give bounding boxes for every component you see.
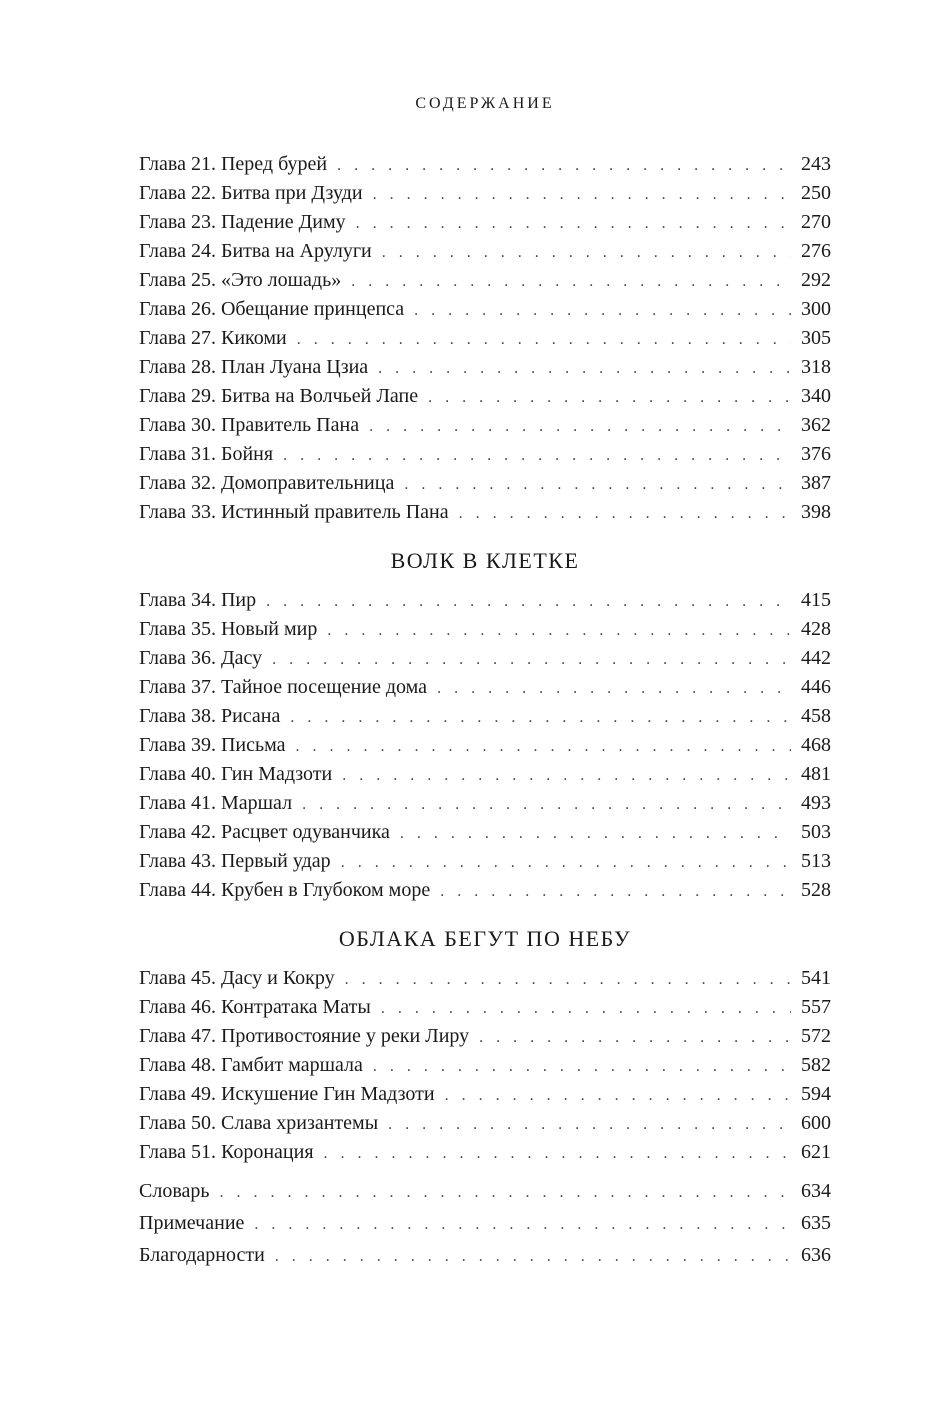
toc-entry-heading — [139, 440, 273, 469]
dot-leader — [266, 587, 791, 615]
page-number: 493 — [801, 792, 831, 814]
chapter-title: Пир — [220, 589, 257, 611]
toc-entry[interactable] — [139, 1175, 831, 1207]
page-number: 634 — [801, 1180, 831, 1202]
toc-entry[interactable] — [139, 731, 831, 760]
toc-entry-heading — [139, 644, 262, 673]
chapter-title: Перед бурей — [220, 153, 328, 175]
chapter-number: Глава 21. — [139, 153, 216, 175]
page-number: 398 — [801, 501, 831, 523]
dot-leader — [445, 1081, 791, 1109]
page-number: 276 — [801, 240, 831, 262]
chapter-title: Кикоми — [220, 327, 287, 349]
dot-leader — [337, 151, 791, 179]
chapter-title: Маршал — [220, 792, 293, 814]
toc-entry-heading — [139, 295, 404, 324]
toc-entry-heading — [139, 673, 427, 702]
toc-entry[interactable] — [139, 615, 831, 644]
chapter-number: Глава 47. — [139, 1025, 216, 1047]
toc-entry[interactable] — [139, 702, 831, 731]
toc-entry-heading — [139, 615, 317, 644]
dot-leader — [283, 441, 791, 469]
chapter-title: Битва при Дзуди — [220, 182, 363, 204]
toc-entry[interactable] — [139, 295, 831, 324]
chapter-number: Глава 40. — [139, 763, 216, 785]
chapter-number: Глава 23. — [139, 211, 216, 233]
toc-entry-heading — [139, 1051, 363, 1080]
chapter-title: Бойня — [220, 443, 274, 465]
toc-section-back-matter — [139, 1175, 831, 1271]
page-number: 621 — [801, 1141, 831, 1163]
dot-leader — [356, 209, 791, 237]
chapter-number: Глава 41. — [139, 792, 216, 814]
toc-entry-heading — [139, 702, 280, 731]
chapter-title: Дасу — [220, 647, 263, 669]
dot-leader — [414, 296, 791, 324]
chapter-title: Битва на Арулуги — [220, 240, 372, 262]
dot-leader — [275, 1241, 791, 1271]
dot-leader — [342, 761, 791, 789]
chapter-title: Коронация — [220, 1141, 314, 1163]
chapter-title: Гин Мадзоти — [220, 763, 333, 785]
chapter-title: Истинный правитель Пана — [220, 501, 449, 523]
dot-leader — [341, 848, 791, 876]
page-number: 481 — [801, 763, 831, 785]
page-number: 458 — [801, 705, 831, 727]
dot-leader — [437, 674, 791, 702]
toc-entry-heading — [139, 266, 341, 295]
toc-entry-heading — [139, 731, 286, 760]
dot-leader — [290, 703, 791, 731]
toc-entry[interactable] — [139, 150, 831, 179]
dot-leader — [382, 238, 791, 266]
toc-entry[interactable] — [139, 673, 831, 702]
toc-entry[interactable] — [139, 1051, 831, 1080]
page-number: 428 — [801, 618, 831, 640]
chapter-number: Глава 26. — [139, 298, 216, 320]
dot-leader — [324, 1139, 791, 1167]
toc-entry[interactable] — [139, 266, 831, 295]
page-number: 636 — [801, 1244, 831, 1266]
dot-leader — [373, 1052, 791, 1080]
page-number: 513 — [801, 850, 831, 872]
chapter-number: Глава 34. — [139, 589, 216, 611]
dot-leader — [254, 1209, 791, 1239]
page-number: 250 — [801, 182, 831, 204]
toc-entry[interactable] — [139, 469, 831, 498]
page-number: 468 — [801, 734, 831, 756]
page-number: 243 — [801, 153, 831, 175]
chapter-title: Противостояние у реки Лиру — [220, 1025, 470, 1047]
page-number: 600 — [801, 1112, 831, 1134]
toc-entry-heading — [139, 1239, 265, 1271]
dot-leader — [369, 412, 791, 440]
toc-entry-heading — [139, 1175, 210, 1207]
dot-leader — [479, 1023, 791, 1051]
dot-leader — [404, 470, 791, 498]
toc-entry-heading — [139, 818, 390, 847]
chapter-title: Домоправительница — [220, 472, 395, 494]
chapter-number: Глава 32. — [139, 472, 216, 494]
toc-entry[interactable] — [139, 382, 831, 411]
chapter-title: Контратака Маты — [220, 996, 371, 1018]
page-number: 635 — [801, 1212, 831, 1234]
toc-entry[interactable] — [139, 586, 831, 615]
chapter-number: Глава 35. — [139, 618, 216, 640]
toc-entry[interactable] — [139, 1207, 831, 1239]
chapter-number: Глава 44. — [139, 879, 216, 901]
page-number: 340 — [801, 385, 831, 407]
toc-section-part1 — [139, 150, 831, 527]
toc-entry[interactable] — [139, 411, 831, 440]
chapter-title: Благодарности — [139, 1244, 265, 1266]
chapter-title: Гамбит маршала — [220, 1054, 363, 1076]
toc-entry[interactable] — [139, 208, 831, 237]
dot-leader — [345, 965, 791, 993]
page-number: 442 — [801, 647, 831, 669]
toc-section-part2 — [139, 546, 831, 905]
dot-leader — [327, 616, 791, 644]
chapter-title: Расцвет одуванчика — [220, 821, 390, 843]
toc-entry-heading — [139, 324, 287, 353]
dot-leader — [440, 877, 791, 905]
toc-entry-heading — [139, 993, 371, 1022]
toc-entry-heading — [139, 208, 346, 237]
chapter-number: Глава 25. — [139, 269, 216, 291]
running-head: СОДЕРЖАНИЕ — [415, 95, 555, 112]
toc-entry[interactable] — [139, 964, 831, 993]
chapter-title: Битва на Волчьей Лапе — [220, 385, 419, 407]
toc-entry-heading — [139, 1080, 435, 1109]
dot-leader — [400, 819, 791, 847]
chapter-number: Глава 39. — [139, 734, 216, 756]
dot-leader — [428, 383, 791, 411]
toc-entry-heading — [139, 382, 418, 411]
chapter-number: Глава 29. — [139, 385, 216, 407]
chapter-number: Глава 51. — [139, 1141, 216, 1163]
chapter-number: Глава 28. — [139, 356, 216, 378]
chapter-number: Глава 46. — [139, 996, 216, 1018]
dot-leader — [272, 645, 791, 673]
dot-leader — [373, 180, 791, 208]
toc-section-part3 — [139, 924, 831, 1167]
page-number: 270 — [801, 211, 831, 233]
toc-entry[interactable] — [139, 440, 831, 469]
toc-entry[interactable] — [139, 1138, 831, 1167]
chapter-number: Глава 33. — [139, 501, 216, 523]
chapter-number: Глава 31. — [139, 443, 216, 465]
chapter-number: Глава 36. — [139, 647, 216, 669]
chapter-number: Глава 27. — [139, 327, 216, 349]
chapter-title: Обещание принцепса — [220, 298, 405, 320]
toc-entry-heading — [139, 1207, 244, 1239]
dot-leader — [381, 994, 791, 1022]
toc-entry[interactable] — [139, 760, 831, 789]
toc-entry[interactable] — [139, 179, 831, 208]
toc-entry-heading — [139, 498, 449, 527]
toc-entry-heading — [139, 237, 372, 266]
chapter-title: План Луана Цзиа — [220, 356, 369, 378]
chapter-number: Глава 45. — [139, 967, 216, 989]
chapter-number: Глава 22. — [139, 182, 216, 204]
toc-entry-heading — [139, 353, 368, 382]
chapter-number: Глава 42. — [139, 821, 216, 843]
toc-entry[interactable] — [139, 876, 831, 905]
page-number: 300 — [801, 298, 831, 320]
toc-entry[interactable] — [139, 1080, 831, 1109]
toc-entry-heading — [139, 760, 332, 789]
dot-leader — [296, 732, 791, 760]
chapter-title: Примечание — [139, 1212, 245, 1234]
toc-entry-heading — [139, 1138, 314, 1167]
chapter-number: Глава 37. — [139, 676, 216, 698]
toc-entry[interactable] — [139, 237, 831, 266]
page-number: 446 — [801, 676, 831, 698]
page-number: 318 — [801, 356, 831, 378]
chapter-title: Первый удар — [220, 850, 331, 872]
toc-entry[interactable] — [139, 818, 831, 847]
chapter-number: Глава 43. — [139, 850, 216, 872]
chapter-title: Искушение Гин Мадзоти — [220, 1083, 435, 1105]
page-number: 362 — [801, 414, 831, 436]
toc-entry[interactable] — [139, 993, 831, 1022]
toc-entry-heading — [139, 789, 292, 818]
page-number: 572 — [801, 1025, 831, 1047]
toc-entry-heading — [139, 586, 256, 615]
chapter-title: «Это лошадь» — [220, 269, 342, 291]
dot-leader — [388, 1110, 791, 1138]
toc-entry[interactable] — [139, 353, 831, 382]
dot-leader — [220, 1177, 792, 1207]
toc-entry-heading — [139, 1022, 469, 1051]
dot-leader — [459, 499, 791, 527]
chapter-title: Крубен в Глубоком море — [220, 879, 431, 901]
page-number: 528 — [801, 879, 831, 901]
toc-entry-heading — [139, 179, 363, 208]
chapter-number: Глава 50. — [139, 1112, 216, 1134]
page-number: 376 — [801, 443, 831, 465]
chapter-number: Глава 38. — [139, 705, 216, 727]
toc-entry-heading — [139, 411, 359, 440]
page-number: 387 — [801, 472, 831, 494]
toc-entry-heading — [139, 964, 335, 993]
chapter-title: Падение Диму — [220, 211, 346, 233]
chapter-title: Рисана — [220, 705, 281, 727]
toc-entry[interactable] — [139, 498, 831, 527]
page-number: 541 — [801, 967, 831, 989]
section-title: ОБЛАКА БЕГУТ ПО НЕБУ — [338, 926, 632, 951]
toc-entry[interactable] — [139, 644, 831, 673]
chapter-title: Тайное посещение дома — [220, 676, 428, 698]
page-number: 305 — [801, 327, 831, 349]
chapter-number: Глава 24. — [139, 240, 216, 262]
chapter-title: Письма — [220, 734, 286, 756]
dot-leader — [378, 354, 791, 382]
page-number: 594 — [801, 1083, 831, 1105]
page-number: 503 — [801, 821, 831, 843]
section-title: ВОЛК В КЛЕТКЕ — [390, 548, 580, 573]
chapter-number: Глава 48. — [139, 1054, 216, 1076]
chapter-title: Словарь — [139, 1180, 210, 1202]
chapter-title: Дасу и Кокру — [220, 967, 335, 989]
chapter-title: Новый мир — [220, 618, 318, 640]
chapter-title: Правитель Пана — [220, 414, 360, 436]
toc-entry[interactable] — [139, 1109, 831, 1138]
toc-entry[interactable] — [139, 789, 831, 818]
toc-entry[interactable] — [139, 1022, 831, 1051]
toc-entry-heading — [139, 876, 430, 905]
page-number: 415 — [801, 589, 831, 611]
toc-entry[interactable] — [139, 324, 831, 353]
page-number: 582 — [801, 1054, 831, 1076]
toc-entry[interactable] — [139, 847, 831, 876]
toc-entry-heading — [139, 150, 327, 179]
toc-entry-heading — [139, 469, 394, 498]
dot-leader — [297, 325, 791, 353]
chapter-number: Глава 49. — [139, 1083, 216, 1105]
chapter-title: Слава хризантемы — [220, 1112, 379, 1134]
chapter-number: Глава 30. — [139, 414, 216, 436]
dot-leader — [351, 267, 791, 295]
toc-entry[interactable] — [139, 1239, 831, 1271]
page-number: 292 — [801, 269, 831, 291]
toc-entry-heading — [139, 1109, 378, 1138]
toc-entry-heading — [139, 847, 331, 876]
page-number: 557 — [801, 996, 831, 1018]
dot-leader — [302, 790, 791, 818]
